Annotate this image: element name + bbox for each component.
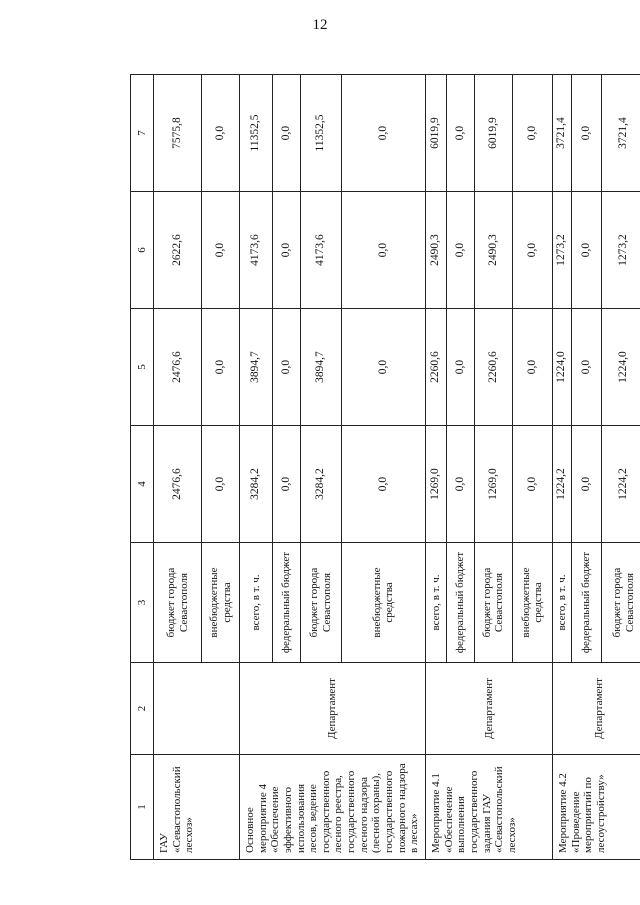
funding-source-cell: всего, в т. ч.	[425, 543, 446, 663]
value-cell: 3894,7	[240, 309, 273, 426]
value-cell: 0,0	[273, 192, 301, 309]
rotated-table-container	[130, 75, 640, 860]
value-cell: 0,0	[341, 75, 425, 192]
value-cell: 0,0	[571, 75, 601, 192]
value-cell: 7575,8	[154, 75, 202, 192]
value-cell: 6019,9	[425, 75, 446, 192]
executor-cell	[154, 663, 240, 755]
value-cell: 6019,9	[474, 75, 512, 192]
executor-cell: Департамент	[552, 663, 640, 755]
value-cell: 1269,0	[474, 426, 512, 543]
value-cell: 3721,4	[552, 75, 571, 192]
value-cell: 0,0	[273, 426, 301, 543]
funding-source-cell: бюджет города Севастополя	[301, 543, 341, 663]
executor-cell: Департамент	[425, 663, 552, 755]
value-cell: 0,0	[202, 426, 240, 543]
measure-name-cell: ГАУ «Севастопольский лесхоз»	[154, 755, 240, 860]
value-cell: 0,0	[512, 309, 552, 426]
value-cell: 3894,7	[301, 309, 341, 426]
value-cell: 0,0	[512, 192, 552, 309]
value-cell: 0,0	[341, 426, 425, 543]
header-row	[131, 75, 154, 860]
table-row	[240, 75, 273, 860]
value-cell: 1224,2	[552, 426, 571, 543]
header-cell: 4	[131, 426, 154, 543]
header-cell: 1	[131, 755, 154, 860]
value-cell: 3284,2	[240, 426, 273, 543]
value-cell: 0,0	[571, 309, 601, 426]
header-cell: 6	[131, 192, 154, 309]
value-cell: 0,0	[446, 426, 474, 543]
value-cell: 0,0	[571, 192, 601, 309]
value-cell: 2490,3	[425, 192, 446, 309]
value-cell: 0,0	[446, 309, 474, 426]
value-cell: 1224,0	[552, 309, 571, 426]
value-cell: 2490,3	[474, 192, 512, 309]
funding-source-cell: всего, в т. ч.	[552, 543, 571, 663]
value-cell: 0,0	[512, 75, 552, 192]
value-cell: 1269,0	[425, 426, 446, 543]
measure-name-cell: Мероприятие 4.1 «Обеспечение выполнения государственного задания ГАУ «Севастопольский лесхоз»	[425, 755, 552, 860]
value-cell: 0,0	[202, 192, 240, 309]
table-row	[425, 75, 446, 860]
value-cell: 3721,4	[601, 75, 640, 192]
value-cell: 2476,6	[154, 426, 202, 543]
value-cell: 0,0	[446, 75, 474, 192]
value-cell: 0,0	[202, 309, 240, 426]
value-cell: 0,0	[341, 192, 425, 309]
funding-source-cell: внебюджетные средства	[202, 543, 240, 663]
value-cell: 2622,6	[154, 192, 202, 309]
header-cell: 5	[131, 309, 154, 426]
value-cell: 1273,2	[552, 192, 571, 309]
measure-name-cell: Основное мероприятие 4 «Обеспечение эффективного использования лесов, ведение государственного лесного реестра, государственного лесного надзора (лесной охраны), государственного пожарного надзора в лесах»	[240, 755, 426, 860]
value-cell: 1273,2	[601, 192, 640, 309]
value-cell: 2476,6	[154, 309, 202, 426]
value-cell: 0,0	[273, 75, 301, 192]
header-cell: 2	[131, 663, 154, 755]
executor-cell: Департамент	[240, 663, 426, 755]
value-cell: 4173,6	[301, 192, 341, 309]
header-cell: 7	[131, 75, 154, 192]
budget-table	[130, 74, 640, 860]
table-row	[552, 75, 571, 860]
value-cell: 11352,5	[240, 75, 273, 192]
value-cell: 0,0	[512, 426, 552, 543]
value-cell: 0,0	[571, 426, 601, 543]
value-cell: 4173,6	[240, 192, 273, 309]
measure-name-cell: Мероприятие 4.2 «Проведение мероприятий по лесоустройству»	[552, 755, 640, 860]
funding-source-cell: бюджет города Севастополя	[601, 543, 640, 663]
value-cell: 1224,0	[601, 309, 640, 426]
funding-source-cell: бюджет города Севастополя	[474, 543, 512, 663]
page-number: 12	[312, 17, 328, 33]
value-cell: 2260,6	[474, 309, 512, 426]
value-cell: 1224,2	[601, 426, 640, 543]
value-cell: 0,0	[202, 75, 240, 192]
funding-source-cell: бюджет города Севастополя	[154, 543, 202, 663]
table-row	[154, 75, 202, 860]
funding-source-cell: внебюджетные средства	[512, 543, 552, 663]
header-cell: 3	[131, 543, 154, 663]
value-cell: 0,0	[446, 192, 474, 309]
value-cell: 3284,2	[301, 426, 341, 543]
value-cell: 0,0	[341, 309, 425, 426]
funding-source-cell: федеральный бюджет	[571, 543, 601, 663]
value-cell: 11352,5	[301, 75, 341, 192]
funding-source-cell: внебюджетные средства	[341, 543, 425, 663]
value-cell: 0,0	[273, 309, 301, 426]
funding-source-cell: федеральный бюджет	[273, 543, 301, 663]
funding-source-cell: всего, в т. ч.	[240, 543, 273, 663]
funding-source-cell: федеральный бюджет	[446, 543, 474, 663]
value-cell: 2260,6	[425, 309, 446, 426]
